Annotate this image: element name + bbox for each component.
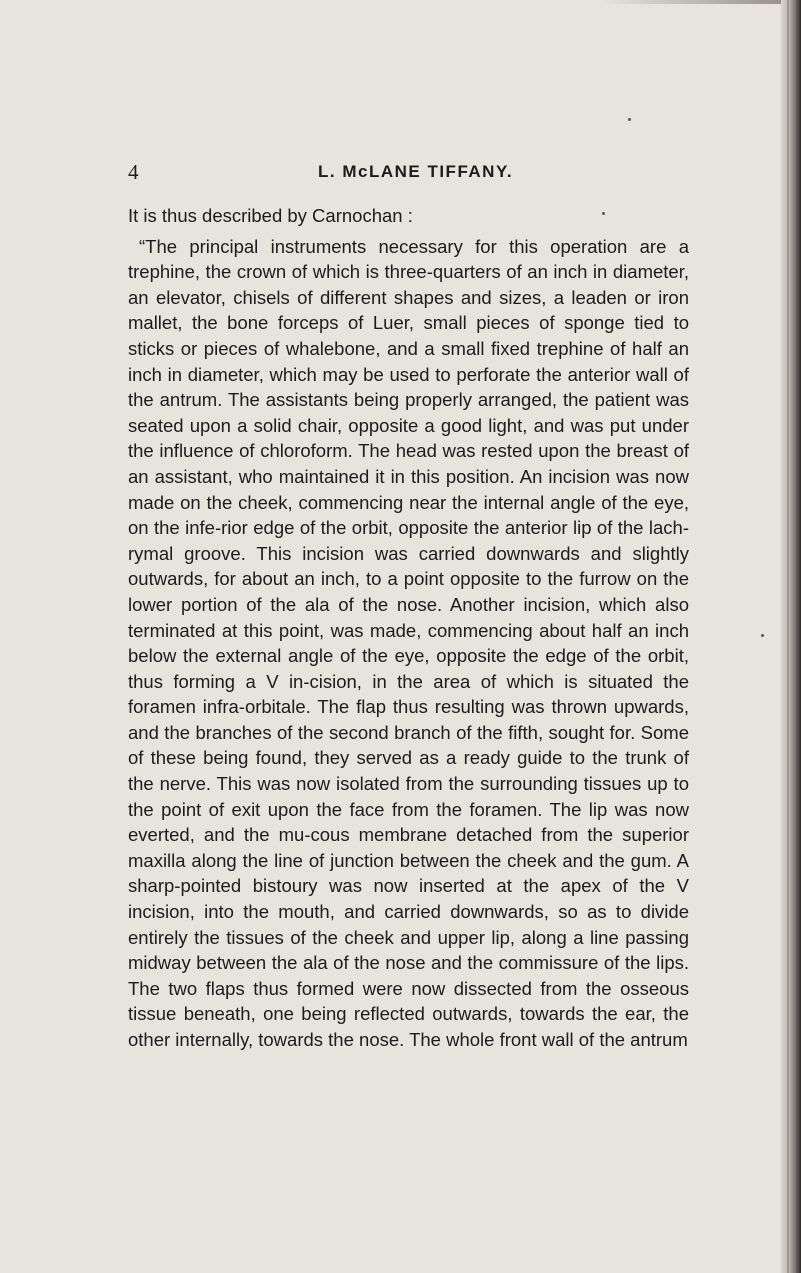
intro-paragraph: It is thus described by Carnochan : (128, 205, 413, 226)
paper-speck (628, 118, 631, 121)
page-edge-binding (781, 0, 801, 1273)
body-text (128, 203, 689, 1053)
paper-speck (761, 634, 764, 637)
quoted-paragraph: “The principal instruments necessary for this operation are a trephine, the crown of which is three-quarters of an inch in diameter, an elevator, chisels of different shapes and sizes, a leaden or iron mallet, the bone forceps of Luer, small pieces of sponge tied to sticks or pieces of whalebone, and a small fixed trephine of half an inch in diameter, which may be used to perforate the anterior wall of the antrum. The assistants being properly arranged, the patient was seated upon a solid chair, opposite a good light, and was put under the influence of chloroform. The head was rested upon the breast of an assistant, who maintained it in this position. An incision was now made on the cheek, commencing near the internal angle of the eye, on the infe-rior edge of the orbit, opposite the anterior lip of the lach-rymal groove. This incision was carried downwards and slightly outwards, for about an inch, to a point opposite to the furrow on the lower portion of the ala of the nose. Another incision, which also terminated at this point, was made, commencing about half an inch below the external angle of the eye, opposite the edge of the orbit, thus forming a V in-cision, in the area of which is situated the foramen infra-orbitale. The flap thus resulting was thrown upwards, and the branches of the second branch of the fifth, sought for. Some of these being found, they served as a ready guide to the trunk of the nerve. This was now isolated from the surrounding tissues up to the point of exit upon the face from the foramen. The lip was now everted, and the mu-cous membrane detached from the superior maxilla along the line of junction between the cheek and the gum. A sharp-pointed bistoury was now inserted at the apex of the V incision, into the mouth, and carried downwards, so as to divide entirely the tissues of the cheek and upper lip, along a line passing midway between the ala of the nose and the commissure of the lips. The two flaps thus formed were now dissected from the osseous tissue beneath, one being reflected outwards, towards the ear, the other internally, towards the nose. The whole front wall of the antrum (128, 235, 689, 1050)
page-number: 4 (128, 160, 139, 184)
running-head (128, 160, 688, 186)
page-top-shadow (600, 0, 801, 4)
running-head-author: L. McLANE TIFFANY. (318, 162, 514, 181)
